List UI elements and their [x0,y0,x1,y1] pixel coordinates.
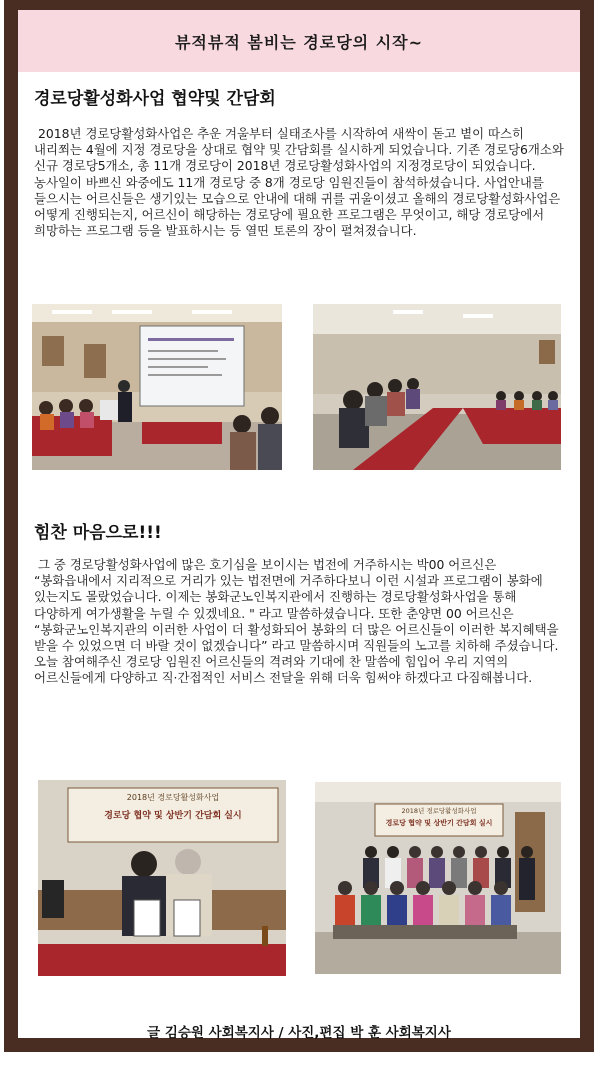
group-banner-line2: 경로당 협약 및 상반기 간담회 실시 [385,819,493,827]
photo-seated-elders [313,304,561,470]
group-banner-line1: 2018년 경로당활성화사업 [401,807,477,815]
newsletter-panel [18,10,580,1041]
photo-agreement-signing [38,780,286,976]
title-banner [18,10,580,72]
section1-paragraph: 2018년 경로당활성화사업은 추운 겨울부터 실태조사를 시작하여 새싹이 돋고 볕이 따스히 내리쬐는 4월에 지정 경로당을 상대로 협약 및 간담회를 실시하게 되었습니다. 기존 경로당6개소와 신규 경로당5개소, 총 11개 경로당이 2018년 경로당활성화사업의 지정경로당이 되었습니다. 농사일이 바쁘신 와중에도 11개 경로당 중 8개 경로당 임원진들이 참석하셨습니다. 사업안내를 들으시는 어르신들은 생기있는 모습으로 안내에 대해 귀를 귀울이셨고 올해의 경로당활성화사업은 어떻게 진행되는지, 어르신이 해당하는 경로당에 필요한 프로그램은 무엇이고, 해당 경로당에서 희망하는 프로그램 등을 발표하시는 등 열띤 토론의 장이 펼쳐졌습니다. [34,126,564,239]
photo-group [315,782,561,974]
photo-presentation [32,304,282,470]
seated-elders-scene [313,304,561,470]
section2-paragraph: 그 중 경로당활성화사업에 많은 호기심을 보이시는 법전에 거주하시는 박00 어르신은 “봉화읍내에서 지리적으로 거리가 있는 법전면에 거주하다보니 이런 시설과 프로그램이 봉화에 있는지도 몰랐었습니다. 이제는 봉화군노인복지관에서 진행하는 경로당활성화사업을 통해 다양하게 여가생활을 누릴 수 있겠네요. " 라고 말씀하셨습니다. 또한 춘양면 00 어르신은 “봉화군노인복지관의 이러한 사업이 더 활성화되어 봉화의 더 많은 어르신들이 이러한 복지혜택을 받을 수 있었으면 더 바랄 것이 없겠습니다” 라고 말씀하시며 직원들의 노고를 치하해 주셨습니다. 오늘 참여해주신 경로당 임원진 어르신들의 격려와 기대에 찬 말씀에 힘입어 우리 지역의 어르신들에게 다양하고 직·간접적인 서비스 전달을 위해 더욱 힘써야 하겠다고 다짐해봅니다. [34,557,559,686]
page-frame [4,0,594,1052]
banner-title: 뷰적뷰적 봄비는 경로당의 시작~ [174,32,424,52]
credit-line: 글 김승원 사회복지사 / 사진,편집 박 훈 사회복지사 [147,1025,451,1041]
section2-heading: 힘찬 마음으로!!! [34,523,162,543]
section1-heading: 경로당활성화사업 협약및 간담회 [34,89,276,109]
presentation-scene [32,304,282,470]
photo-banner-line1: 2018년 경로당활성화사업 [126,793,220,802]
photo-banner-line2: 경로당 협약 및 상반기 간담회 실시 [104,811,242,821]
